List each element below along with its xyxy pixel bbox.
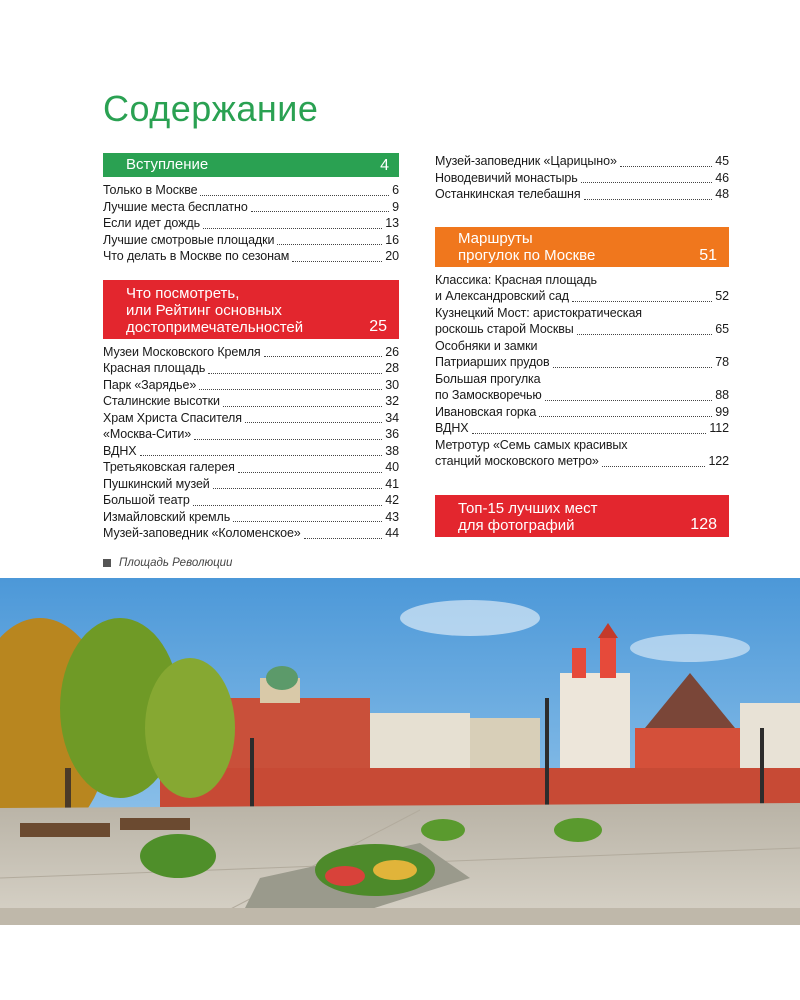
dot-leader xyxy=(245,422,382,423)
toc-entry[interactable] xyxy=(435,437,729,470)
toc-entry[interactable] xyxy=(103,215,399,232)
section-header-label: Маршруты xyxy=(458,229,533,247)
toc-entry-page: 48 xyxy=(715,187,729,201)
dot-leader xyxy=(238,472,383,473)
toc-entry-page: 38 xyxy=(385,443,399,458)
toc-entry-title: и Александровский сад xyxy=(435,289,570,303)
toc-entry-page: 43 xyxy=(385,509,399,524)
dot-leader xyxy=(277,244,382,245)
toc-entry-title: Кузнецкий Мост: аристократическая xyxy=(435,305,642,320)
section-header[interactable] xyxy=(435,495,729,537)
toc-entry-title: Патриарших прудов xyxy=(435,355,550,369)
toc-entry-title: Лучшие смотровые площадки xyxy=(103,232,275,247)
toc-entry-title: Ивановская горка xyxy=(435,404,537,419)
toc-right-column xyxy=(435,153,729,537)
toc-entry-page: 88 xyxy=(715,388,729,402)
toc-entry-title: Красная площадь xyxy=(103,361,206,375)
city-photo xyxy=(0,578,800,925)
toc-entry[interactable] xyxy=(435,420,729,437)
toc-entry-page: 36 xyxy=(385,427,399,441)
toc-entry[interactable] xyxy=(103,509,399,526)
toc-entry[interactable] xyxy=(103,410,399,427)
toc-entry-page: 78 xyxy=(715,355,729,369)
dot-leader xyxy=(208,373,382,374)
toc-entry[interactable] xyxy=(103,443,399,460)
toc-entry-title: Музей-заповедник «Царицыно» xyxy=(435,154,617,168)
section-header-page: 51 xyxy=(699,246,717,264)
dot-leader xyxy=(200,195,389,196)
section-header[interactable] xyxy=(103,280,399,339)
toc-entry-title: Измайловский кремль xyxy=(103,509,231,524)
page-title: Содержание xyxy=(103,88,319,129)
section-header-page: 25 xyxy=(369,317,387,335)
dot-leader xyxy=(602,466,706,467)
toc-entry[interactable] xyxy=(103,492,399,509)
toc-entry-list xyxy=(103,344,399,542)
dot-leader xyxy=(203,228,382,229)
toc-entry[interactable] xyxy=(435,404,729,421)
section-header[interactable] xyxy=(103,153,399,177)
toc-entry-title: Парк «Зарядье» xyxy=(103,377,197,392)
toc-entry-title: Третьяковская галерея xyxy=(103,460,235,474)
toc-entry-title: Новодевичий монастырь xyxy=(435,170,578,185)
section-entries xyxy=(435,272,729,470)
toc-entry-page: 9 xyxy=(392,199,399,214)
toc-left-column xyxy=(103,153,399,542)
dot-leader xyxy=(233,521,382,522)
section-header-label: Топ-15 лучших мест xyxy=(458,499,598,517)
toc-entry-last-line xyxy=(435,453,729,470)
toc-entry-title: станций московского метро» xyxy=(435,454,599,468)
toc-entry-title: Храм Христа Спасителя xyxy=(103,410,242,425)
toc-entry-page: 16 xyxy=(385,232,399,247)
toc-entry-title: Останкинская телебашня xyxy=(435,187,581,201)
section-header-label: или Рейтинг основных xyxy=(126,301,282,319)
toc-entry-title: по Замоскворечью xyxy=(435,388,542,402)
section-header-label: достопримечательностей xyxy=(126,318,304,336)
toc-entry-last-line xyxy=(435,321,729,338)
section-header[interactable] xyxy=(435,227,729,267)
dot-leader xyxy=(251,211,389,212)
section-header-label: прогулок по Москве xyxy=(458,246,596,264)
dot-leader xyxy=(572,301,712,302)
dot-leader xyxy=(140,455,383,456)
toc-entry-title: Музеи Московского Кремля xyxy=(103,344,261,359)
toc-entry-page: 42 xyxy=(385,493,399,507)
toc-entry-title: ВДНХ xyxy=(435,421,469,435)
toc-entry-page: 6 xyxy=(392,183,399,197)
toc-entry-title: Если идет дождь xyxy=(103,216,200,230)
toc-entry[interactable] xyxy=(103,199,399,216)
photo-caption xyxy=(103,557,232,569)
toc-entry[interactable] xyxy=(103,360,399,377)
dot-leader xyxy=(264,356,383,357)
toc-entry-page: 30 xyxy=(385,377,399,392)
dot-leader xyxy=(194,439,382,440)
section-header-page: 4 xyxy=(380,157,389,174)
dot-leader xyxy=(304,538,383,539)
toc-entry[interactable] xyxy=(103,377,399,394)
toc-entry-page: 28 xyxy=(385,361,399,375)
toc-entry-page: 99 xyxy=(715,404,729,419)
toc-entry-page: 41 xyxy=(385,476,399,491)
toc-entry[interactable] xyxy=(435,186,729,203)
dot-leader xyxy=(553,367,713,368)
dot-leader xyxy=(193,505,383,506)
toc-entry-page: 20 xyxy=(385,249,399,263)
dot-leader xyxy=(545,400,713,401)
dot-leader xyxy=(223,406,382,407)
toc-entry[interactable] xyxy=(103,248,399,265)
dot-leader xyxy=(577,334,713,335)
toc-entry-title: Пушкинский музей xyxy=(103,476,210,491)
dot-leader xyxy=(199,389,382,390)
toc-entry[interactable] xyxy=(103,525,399,542)
toc-entry[interactable] xyxy=(103,393,399,410)
toc-entry-title: ВДНХ xyxy=(103,443,137,458)
photo-illustration xyxy=(0,578,800,925)
toc-entry[interactable] xyxy=(435,170,729,187)
dot-leader xyxy=(292,261,382,262)
toc-entry-title: Только в Москве xyxy=(103,183,198,197)
dot-leader xyxy=(539,416,712,417)
toc-entry-page: 112 xyxy=(709,421,729,435)
toc-entry-page: 45 xyxy=(715,154,729,168)
toc-entry[interactable] xyxy=(435,338,729,371)
toc-entry-title: «Москва-Сити» xyxy=(103,427,192,441)
toc-entry-list xyxy=(435,272,729,470)
toc-entry-page: 40 xyxy=(385,460,399,474)
toc-entry[interactable] xyxy=(103,476,399,493)
toc-entry[interactable] xyxy=(103,182,399,199)
toc-entry-title: Что делать в Москве по сезонам xyxy=(103,249,290,263)
toc-entry-page: 46 xyxy=(715,170,729,185)
section-entries xyxy=(103,344,399,542)
toc-entry[interactable] xyxy=(435,153,729,170)
toc-entry-last-line xyxy=(435,354,729,371)
toc-entry[interactable] xyxy=(103,459,399,476)
toc-entry-title: Музей-заповедник «Коломенское» xyxy=(103,526,301,540)
toc-entry[interactable] xyxy=(435,272,729,305)
toc-entry[interactable] xyxy=(435,371,729,404)
toc-entry-page: 44 xyxy=(385,526,399,540)
toc-entry-page: 34 xyxy=(385,410,399,425)
toc-entry-page: 26 xyxy=(385,344,399,359)
toc-entry[interactable] xyxy=(103,344,399,361)
section-header-page: 128 xyxy=(690,515,717,533)
section-header-label: Вступление xyxy=(126,156,209,173)
dot-leader xyxy=(620,166,712,167)
toc-entry-title: Лучшие места бесплатно xyxy=(103,199,248,214)
toc-entry-page: 122 xyxy=(708,454,729,468)
section-header-label: для фотографий xyxy=(458,516,575,534)
toc-entry[interactable] xyxy=(103,426,399,443)
toc-entry-page: 13 xyxy=(385,216,399,230)
toc-entry-title: Классика: Красная площадь xyxy=(435,272,597,287)
toc-entry-last-line xyxy=(435,387,729,404)
section-entries xyxy=(103,182,399,265)
dot-leader xyxy=(581,182,713,183)
toc-entry-title: Большая прогулка xyxy=(435,371,541,386)
toc-entry-last-line xyxy=(435,288,729,305)
dot-leader xyxy=(584,199,713,200)
photo-caption-text: Площадь Революции xyxy=(119,557,233,569)
toc-entry[interactable] xyxy=(435,305,729,338)
toc-entry-title: роскошь старой Москвы xyxy=(435,322,574,336)
toc-entry-page: 32 xyxy=(385,394,399,408)
toc-entry-page: 52 xyxy=(715,289,729,303)
dot-leader xyxy=(213,488,383,489)
section-header-label: Что посмотреть, xyxy=(126,284,240,302)
toc-entry-list xyxy=(103,182,399,265)
toc-entry-list xyxy=(435,153,729,203)
toc-entry-title: Большой театр xyxy=(103,493,190,507)
dot-leader xyxy=(472,433,707,434)
toc-entry-title: Сталинские высотки xyxy=(103,394,220,408)
toc-entry-title: Метротур «Семь самых красивых xyxy=(435,437,628,452)
toc-entry[interactable] xyxy=(103,232,399,249)
caption-square-icon xyxy=(103,559,111,567)
toc-entry-title: Особняки и замки xyxy=(435,338,538,353)
toc-entry-page: 65 xyxy=(715,322,729,336)
